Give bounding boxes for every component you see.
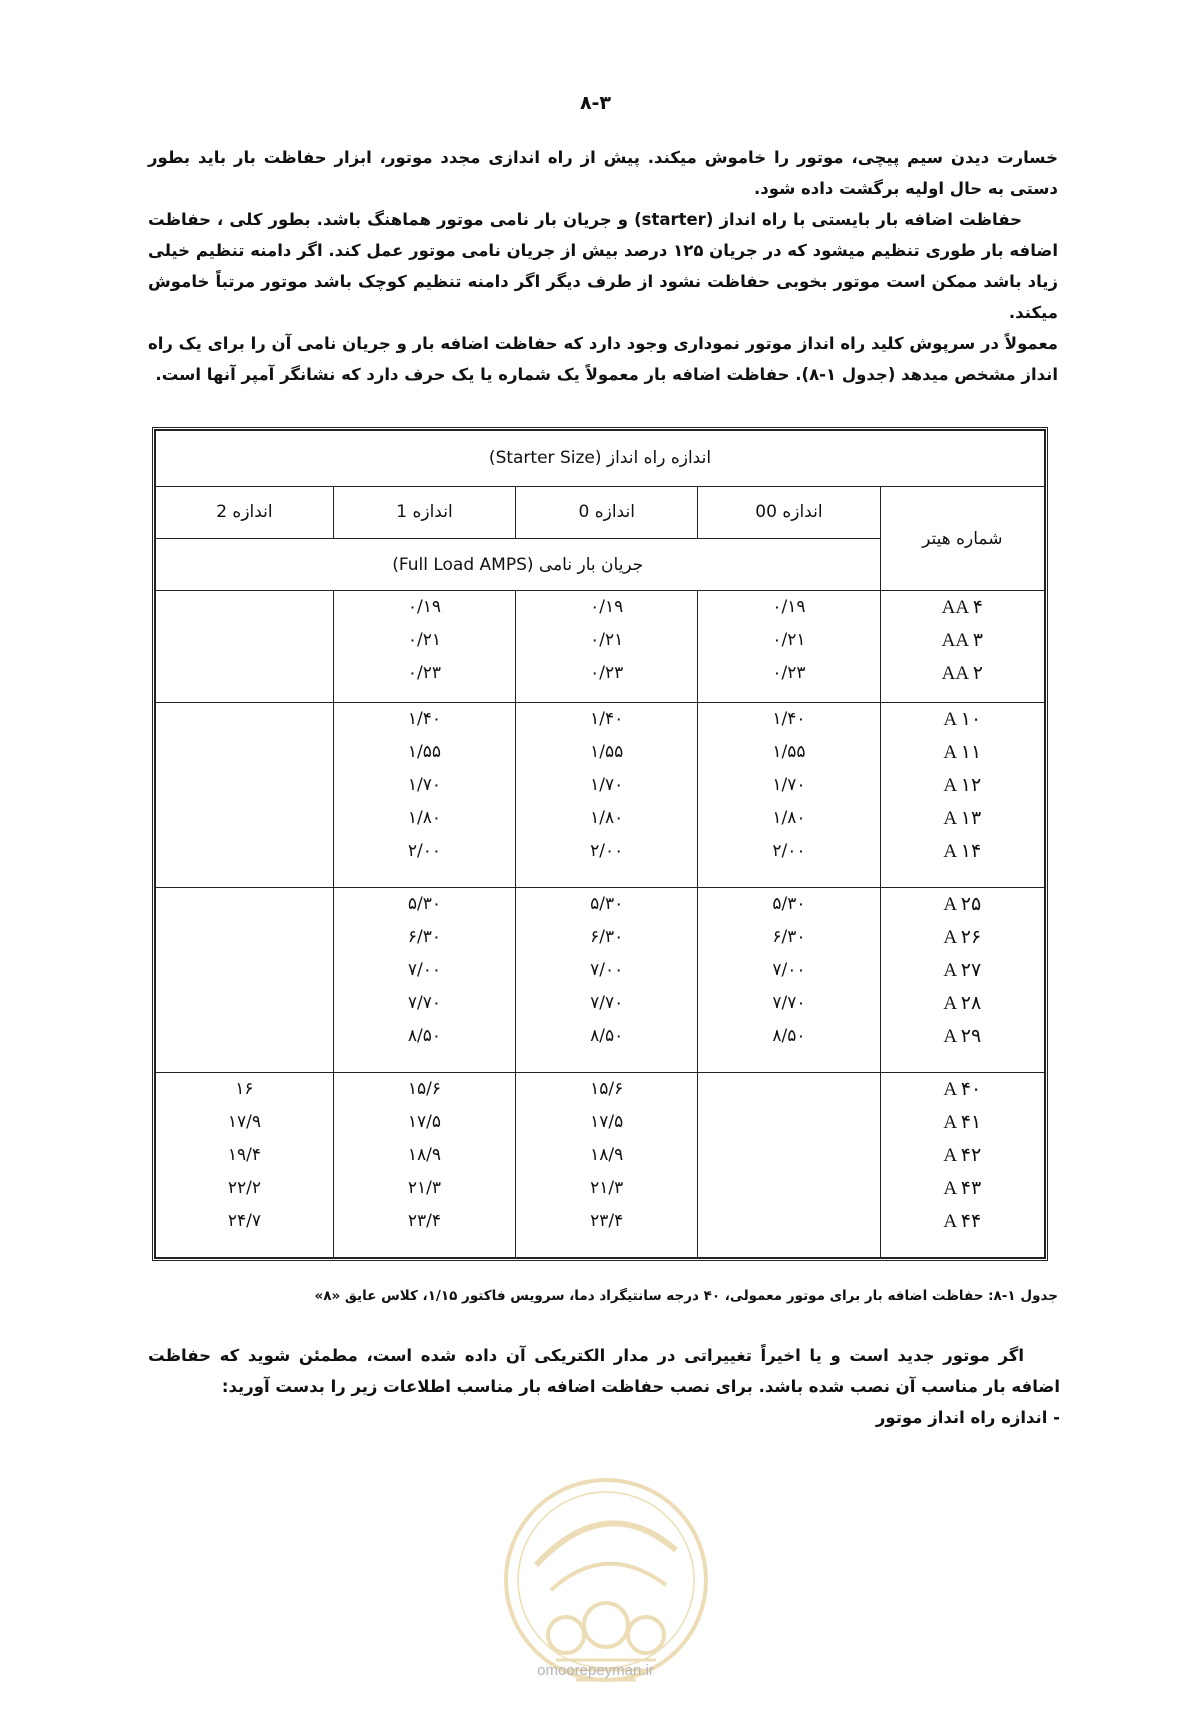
size-2-cell [156,887,334,1072]
heater-cell [880,702,1044,887]
overload-table-frame [152,427,1048,1261]
current-value: ۲۱/۳ [590,1177,624,1198]
current-value: ۰/۲۱ [772,630,806,651]
current-value: ۲/۰۰ [772,840,806,861]
current-value: ۵/۳۰ [590,893,624,914]
current-value: ۶/۳۰ [590,926,624,947]
current-value: ۲/۰۰ [407,840,442,861]
current-value: ۱۹/۴ [227,1144,261,1165]
current-value: ۱/۸۰ [407,807,442,828]
current-value: ۷/۰۰ [772,959,806,980]
current-value: ۲۳/۴ [590,1210,624,1231]
current-value: ۰/۲۱ [407,630,442,651]
current-value: ۷/۷۰ [772,992,806,1013]
current-value: ۱/۸۰ [772,807,806,828]
closing-text [148,1340,1060,1433]
size-1-cell [333,1072,515,1257]
size-00-cell [698,1072,880,1257]
heater-number: A ۱۲ [943,774,982,796]
current-value: ۱۷/۵ [407,1111,442,1132]
size-2-cell [156,1072,334,1257]
closing-paragraph: اگر موتور جدید است و یا اخیراً تغییراتی در مدار الکتریکی آن داده شده است، مطمئن شوید که حفاظت اضافه بار مناسب آن نصب شده باشد. برای نصب حفاظت اضافه بار مناسب اطلاعات زیر را بدست آورید: [148,1346,1060,1396]
heater-number: A ۴۴ [943,1210,982,1232]
watermark-site: omoorepeyman.ir [537,1662,654,1679]
heater-number: AA ۴ [941,597,983,619]
size-0-cell [516,591,698,702]
current-value: ۰/۲۳ [772,663,806,684]
size-1-cell [333,702,515,887]
current-value: ۱/۸۰ [590,807,624,828]
intro-text [148,142,1058,390]
current-value: ۰/۲۳ [407,663,442,684]
size-00-header: اندازه 00 [698,486,880,538]
heater-number: A ۲۸ [943,992,982,1014]
current-value: ۱/۵۵ [590,741,624,762]
current-value: ۰/۲۳ [590,663,624,684]
current-value: ۲۳/۴ [407,1210,442,1231]
current-value: ۱/۴۰ [407,708,442,729]
heater-number: A ۴۲ [943,1144,982,1166]
current-value: ۱/۴۰ [590,708,624,729]
heater-group-2 [156,702,1045,887]
current-value: ۷/۷۰ [407,992,442,1013]
current-value: ۶/۳۰ [772,926,806,947]
intro-paragraph-2: حفاظت اضافه بار بایستی با راه انداز (starter) و جریان بار نامی موتور هماهنگ باشد. بطور کلی ، حفاظت اضافه بار طوری تنظیم میشود که در جریان ۱۲۵ درصد بیش از جریان نامی موتور عمل کند. اگر دامنه تنظیم خیلی زیاد باشد ممکن است موتور بخوبی حفاظت نشود از طرف دیگر اگر دامنه تنظیم کوچک باشد موتور مرتباً خاموش میکند. [148,210,1058,322]
size-1-cell [333,887,515,1072]
heater-number: AA ۲ [941,663,983,685]
size-1-cell [333,591,515,702]
intro-paragraph-3: معمولاً در سرپوش کلید راه انداز موتور نموداری وجود دارد که حفاظت اضافه بار و جریان نامی آن را برای یک راه انداز مشخص میدهد (جدول ۱-۸). حفاظت اضافه بار معمولاً یک شماره یا یک حرف دارد که نشانگر آمپر آنها است. [148,334,1058,384]
heater-group-1 [156,591,1045,702]
heater-number: A ۴۰ [943,1078,982,1100]
current-value: ۱۵/۶ [590,1078,624,1099]
current-value: ۵/۳۰ [407,893,442,914]
overload-heater-table [155,430,1045,1258]
heater-cell [880,591,1044,702]
current-value: ۱۸/۹ [407,1144,442,1165]
current-value: ۸/۵۰ [407,1025,442,1046]
current-value: ۸/۵۰ [772,1025,806,1046]
starter-size-header: اندازه راه انداز (Starter Size) [156,431,1045,487]
current-value: ۰/۲۱ [590,630,624,651]
current-value: ۱/۴۰ [772,708,806,729]
heater-group-3 [156,887,1045,1072]
size-0-cell [516,1072,698,1257]
closing-list-item: - اندازه راه انداز موتور [875,1408,1060,1427]
size-0-cell [516,702,698,887]
current-value: ۵/۳۰ [772,893,806,914]
size-00-cell [698,887,880,1072]
heater-number: AA ۳ [941,630,983,652]
current-value: ۱۸/۹ [590,1144,624,1165]
current-value: ۱/۵۵ [407,741,442,762]
heater-number: A ۱۴ [943,840,982,862]
intro-paragraph-1: خسارت دیدن سیم پیچی، موتور را خاموش میکند. پیش از راه اندازی مجدد موتور، ابزار حفاظت بار باید بطور دستی به حال اولیه برگشت داده شود. [148,148,1058,198]
table-caption: جدول ۱-۸: حفاظت اضافه بار برای موتور معمولی، ۴۰ درجه سانتیگراد دما، سرویس فاکتور ۱/۱۵، کلاس عایق «۸» [314,1288,1058,1304]
heater-number: A ۴۱ [943,1111,982,1133]
current-value: ۲/۰۰ [590,840,624,861]
current-value: ۱/۷۰ [590,774,624,795]
current-value: ۷/۰۰ [590,959,624,980]
heater-number: A ۱۰ [943,708,982,730]
size-2-cell [156,591,334,702]
current-value: ۱/۵۵ [772,741,806,762]
heater-number: A ۲۹ [943,1025,982,1047]
current-value: ۲۲/۲ [227,1177,261,1198]
heater-cell [880,887,1044,1072]
size-1-header: اندازه 1 [333,486,515,538]
size-00-cell [698,702,880,887]
heater-number: A ۲۵ [943,893,982,915]
heater-number: A ۱۱ [943,741,982,763]
heater-number: A ۲۷ [943,959,982,981]
current-value: ۰/۱۹ [407,597,442,618]
current-value: ۲۱/۳ [407,1177,442,1198]
full-load-amps-header: جریان بار نامی (Full Load AMPS) [156,539,881,591]
current-value: ۱۷/۵ [590,1111,624,1132]
table-body [156,591,1045,1258]
current-value: ۱۶ [235,1078,254,1099]
size-2-header: اندازه 2 [156,486,334,538]
current-value: ۲۴/۷ [227,1210,261,1231]
current-value: ۰/۱۹ [590,597,624,618]
current-value: ۷/۷۰ [590,992,624,1013]
heater-cell [880,1072,1044,1257]
heater-number: A ۴۳ [943,1177,982,1199]
current-value: ۱۵/۶ [407,1078,442,1099]
size-2-cell [156,702,334,887]
current-value: ۶/۳۰ [407,926,442,947]
current-value: ۷/۰۰ [407,959,442,980]
heater-group-4 [156,1072,1045,1257]
page-number: ۸-۳ [579,92,612,114]
current-value: ۱/۷۰ [772,774,806,795]
current-value: ۸/۵۰ [590,1025,624,1046]
heater-number: A ۲۶ [943,926,982,948]
size-0-cell [516,887,698,1072]
size-00-cell [698,591,880,702]
heater-number-header: شماره هیتر [880,486,1044,591]
current-value: ۱/۷۰ [407,774,442,795]
current-value: ۱۷/۹ [227,1111,261,1132]
heater-number: A ۱۳ [943,807,982,829]
current-value: ۰/۱۹ [772,597,806,618]
size-0-header: اندازه 0 [516,486,698,538]
